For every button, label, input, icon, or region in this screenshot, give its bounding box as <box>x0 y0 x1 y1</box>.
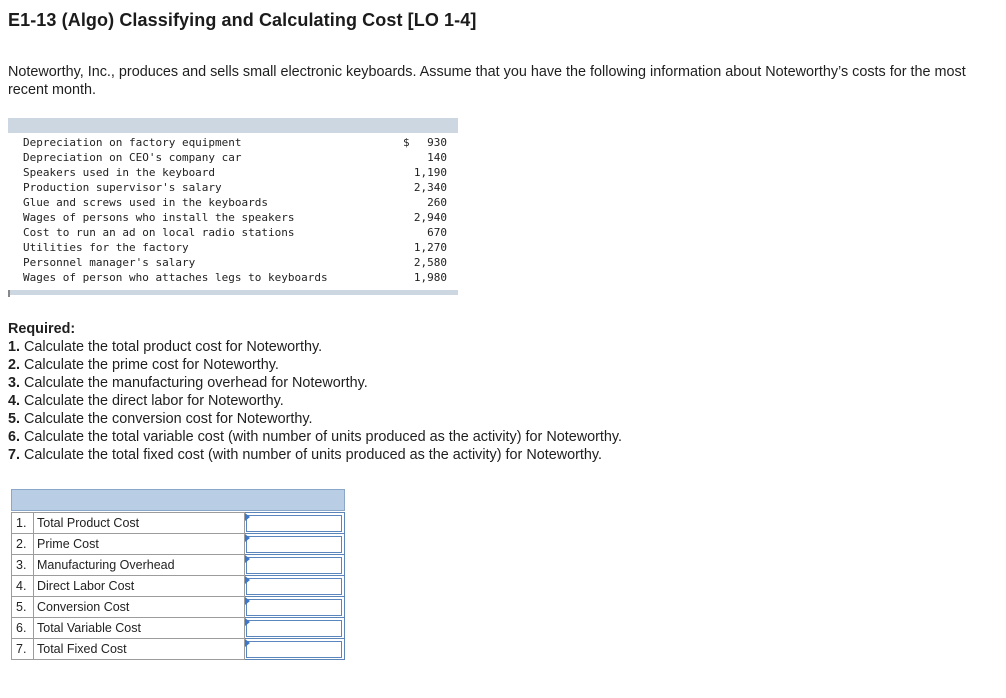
cost-amount: 1,190 <box>413 166 447 179</box>
cost-row <box>23 166 453 181</box>
required-section <box>8 320 622 464</box>
cell-marker-icon <box>245 534 250 542</box>
required-item <box>8 410 622 428</box>
answer-cell <box>245 576 345 597</box>
required-heading: Required: <box>8 321 76 337</box>
answer-input[interactable] <box>246 641 342 658</box>
intro-text: Noteworthy, Inc., produces and sells small electronic keyboards. Assume that you have the following information about Noteworthy’s costs for the most recent month. <box>8 64 966 98</box>
cell-marker-icon <box>245 618 250 626</box>
cost-label: Personnel manager's salary <box>23 256 196 269</box>
answer-row <box>12 534 345 555</box>
required-item-number: 2. <box>8 357 21 373</box>
answer-row-label: Total Product Cost <box>34 513 245 534</box>
cell-marker-icon <box>245 597 250 605</box>
cost-label: Glue and screws used in the keyboards <box>23 196 269 209</box>
cost-label: Wages of persons who install the speakers <box>23 211 295 224</box>
answer-row-label: Total Fixed Cost <box>34 639 245 660</box>
table-footer-tick <box>8 290 10 297</box>
answer-row <box>12 576 345 597</box>
cost-label: Wages of person who attaches legs to keyboards <box>23 271 328 284</box>
answer-row-number: 6. <box>12 618 34 639</box>
cost-row <box>23 271 453 286</box>
cost-row <box>23 196 453 211</box>
cost-row <box>23 241 453 256</box>
required-item-text: Calculate the conversion cost for Noteworthy. <box>24 411 313 427</box>
answer-input[interactable] <box>246 599 342 616</box>
required-item-text: Calculate the total fixed cost (with number of units produced as the activity) for Noteworthy. <box>24 447 603 463</box>
cost-amount: 2,340 <box>413 181 447 194</box>
cost-row <box>23 211 453 226</box>
required-list <box>8 338 622 464</box>
answer-input[interactable] <box>246 557 342 574</box>
dollar-sign: $ <box>403 136 410 149</box>
answer-row-label: Direct Labor Cost <box>34 576 245 597</box>
required-item <box>8 356 622 374</box>
answer-cell <box>245 555 345 576</box>
answer-table-header <box>11 489 345 511</box>
answer-row <box>12 555 345 576</box>
required-item-number: 4. <box>8 393 21 409</box>
required-item-number: 1. <box>8 339 21 355</box>
cost-row <box>23 136 453 151</box>
answer-row-number: 3. <box>12 555 34 576</box>
cost-amount: 2,580 <box>413 256 447 269</box>
cost-row <box>23 226 453 241</box>
answer-row <box>12 618 345 639</box>
answer-cell <box>245 534 345 555</box>
answer-row-number: 7. <box>12 639 34 660</box>
answer-row-label: Manufacturing Overhead <box>34 555 245 576</box>
required-item-text: Calculate the manufacturing overhead for Noteworthy. <box>24 375 368 391</box>
answer-row-number: 5. <box>12 597 34 618</box>
cost-amount: 1,270 <box>413 241 447 254</box>
cost-label: Depreciation on factory equipment <box>23 136 242 149</box>
required-item-text: Calculate the prime cost for Noteworthy. <box>24 357 279 373</box>
table-footer-bar <box>8 290 458 295</box>
cost-row <box>23 256 453 271</box>
cost-amount: 140 <box>427 151 447 164</box>
cost-data-table <box>8 118 458 296</box>
answer-row-label: Total Variable Cost <box>34 618 245 639</box>
answer-row-label: Conversion Cost <box>34 597 245 618</box>
required-item-text: Calculate the total variable cost (with number of units produced as the activity) for Noteworthy. <box>24 429 623 445</box>
cell-marker-icon <box>245 576 250 584</box>
cell-marker-icon <box>245 555 250 563</box>
answer-row <box>12 597 345 618</box>
answer-input[interactable] <box>246 620 342 637</box>
required-item-number: 7. <box>8 447 21 463</box>
required-item <box>8 374 622 392</box>
required-item <box>8 428 622 446</box>
required-item <box>8 338 622 356</box>
required-item-text: Calculate the direct labor for Noteworthy. <box>24 393 284 409</box>
answer-row-label: Prime Cost <box>34 534 245 555</box>
answer-cell <box>245 597 345 618</box>
cost-label: Speakers used in the keyboard <box>23 166 216 179</box>
required-item-number: 3. <box>8 375 21 391</box>
cost-amount: 670 <box>427 226 447 239</box>
required-item-number: 5. <box>8 411 21 427</box>
cost-label: Production supervisor's salary <box>23 181 222 194</box>
cost-amount: 930 <box>427 136 447 149</box>
answer-cell <box>245 513 345 534</box>
cost-row <box>23 151 453 166</box>
table-header-bar <box>8 118 458 133</box>
answer-cell <box>245 618 345 639</box>
required-item-number: 6. <box>8 429 21 445</box>
answer-table-body <box>12 513 345 660</box>
answer-row <box>12 639 345 660</box>
cost-amount: 260 <box>427 196 447 209</box>
cost-label: Utilities for the factory <box>23 241 189 254</box>
required-item <box>8 446 622 464</box>
answer-row-number: 2. <box>12 534 34 555</box>
answer-row-number: 1. <box>12 513 34 534</box>
answer-input[interactable] <box>246 536 342 553</box>
answer-table <box>11 489 346 660</box>
cost-row <box>23 181 453 196</box>
answer-row <box>12 513 345 534</box>
cost-amount: 2,940 <box>413 211 447 224</box>
answer-cell <box>245 639 345 660</box>
cost-label: Cost to run an ad on local radio stations <box>23 226 295 239</box>
required-item <box>8 392 622 410</box>
answer-input[interactable] <box>246 578 342 595</box>
answer-row-number: 4. <box>12 576 34 597</box>
cell-marker-icon <box>245 513 250 521</box>
page-title: E1-13 (Algo) Classifying and Calculating Cost [LO 1-4] <box>8 10 477 30</box>
required-item-text: Calculate the total product cost for Noteworthy. <box>24 339 323 355</box>
cost-label: Depreciation on CEO's company car <box>23 151 242 164</box>
cell-marker-icon <box>245 639 250 647</box>
cost-amount: 1,980 <box>413 271 447 284</box>
answer-input[interactable] <box>246 515 342 532</box>
